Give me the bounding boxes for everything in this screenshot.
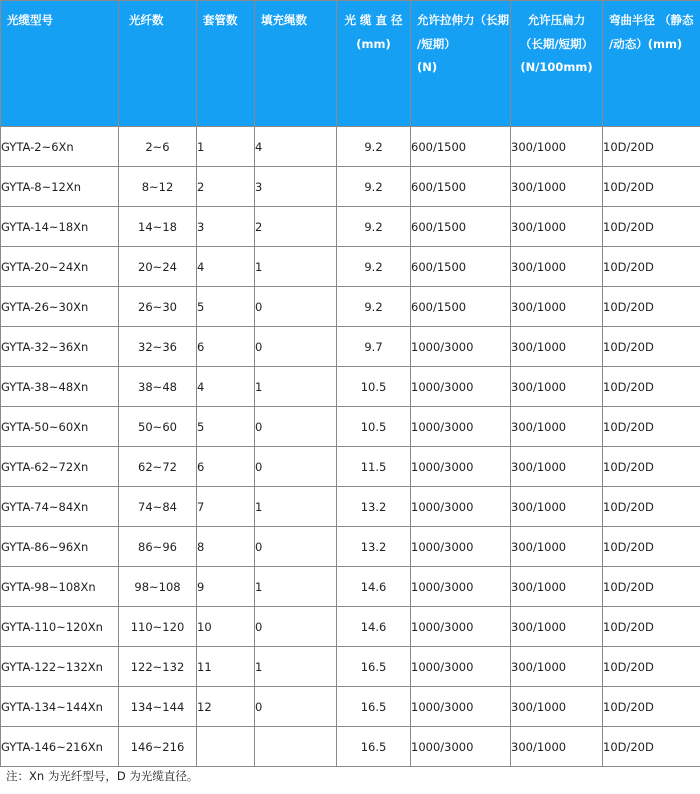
cell-crush: 300/1000 — [511, 447, 603, 487]
cell-fiber-count: 110~120 — [119, 607, 197, 647]
footnote: 注：Xn 为光纤型号，D 为光缆直径。 — [6, 769, 199, 783]
header-line: (N) — [417, 60, 438, 74]
cell-model: GYTA-110~120Xn — [1, 607, 119, 647]
cell-fiber-count: 50~60 — [119, 407, 197, 447]
table-row — [1, 367, 700, 407]
cell-crush: 300/1000 — [511, 247, 603, 287]
cell-bend-radius: 10D/20D — [603, 647, 700, 687]
cell-tube-count: 1 — [197, 127, 255, 167]
cell-bend-radius: 10D/20D — [603, 247, 700, 287]
cell-tube-count: 6 — [197, 447, 255, 487]
header-row — [1, 1, 700, 127]
cell-diameter: 13.2 — [337, 487, 411, 527]
cell-filler-count: 0 — [255, 527, 337, 567]
cell-bend-radius: 10D/20D — [603, 167, 700, 207]
cell-bend-radius: 10D/20D — [603, 327, 700, 367]
cell-tube-count: 12 — [197, 687, 255, 727]
cell-crush: 300/1000 — [511, 287, 603, 327]
cell-bend-radius: 10D/20D — [603, 487, 700, 527]
cell-tensile: 1000/3000 — [411, 727, 511, 767]
cell-fiber-count: 146~216 — [119, 727, 197, 767]
cell-tube-count: 2 — [197, 167, 255, 207]
cell-tube-count: 5 — [197, 407, 255, 447]
cell-crush: 300/1000 — [511, 647, 603, 687]
cell-tube-count: 4 — [197, 247, 255, 287]
cell-filler-count: 1 — [255, 567, 337, 607]
header-filler-count — [255, 1, 337, 127]
cell-bend-radius: 10D/20D — [603, 127, 700, 167]
cell-model: GYTA-146~216Xn — [1, 727, 119, 767]
header-line: 弯曲半径 （静态 — [609, 13, 694, 27]
table-row — [1, 527, 700, 567]
cell-bend-radius: 10D/20D — [603, 567, 700, 607]
table-row — [1, 207, 700, 247]
table-row — [1, 327, 700, 367]
cell-filler-count: 0 — [255, 687, 337, 727]
cell-tensile: 1000/3000 — [411, 527, 511, 567]
header-diameter — [337, 1, 411, 127]
header-crush — [511, 1, 603, 127]
header-line: 光缆型号 — [7, 13, 53, 27]
cell-fiber-count: 86~96 — [119, 527, 197, 567]
header-bend-radius — [603, 1, 700, 127]
cell-bend-radius: 10D/20D — [603, 727, 700, 767]
cell-tensile: 1000/3000 — [411, 407, 511, 447]
cell-filler-count: 2 — [255, 207, 337, 247]
cell-bend-radius: 10D/20D — [603, 607, 700, 647]
cell-tube-count: 11 — [197, 647, 255, 687]
cell-tube-count: 4 — [197, 367, 255, 407]
cell-diameter: 16.5 — [337, 687, 411, 727]
table-row — [1, 167, 700, 207]
table-row — [1, 407, 700, 447]
header-line: 填充绳数 — [261, 13, 307, 27]
cell-tube-count: 7 — [197, 487, 255, 527]
cell-filler-count: 0 — [255, 447, 337, 487]
cell-crush: 300/1000 — [511, 567, 603, 607]
cell-model: GYTA-2~6Xn — [1, 127, 119, 167]
cell-tube-count: 5 — [197, 287, 255, 327]
cell-tensile: 600/1500 — [411, 167, 511, 207]
cell-tensile: 1000/3000 — [411, 647, 511, 687]
cell-fiber-count: 20~24 — [119, 247, 197, 287]
cell-filler-count: 1 — [255, 367, 337, 407]
cell-fiber-count: 14~18 — [119, 207, 197, 247]
header-line: /动态）(mm) — [609, 36, 683, 51]
cell-diameter: 10.5 — [337, 367, 411, 407]
cell-tube-count: 9 — [197, 567, 255, 607]
cell-fiber-count: 8~12 — [119, 167, 197, 207]
cell-tube-count — [197, 727, 255, 767]
cell-crush: 300/1000 — [511, 127, 603, 167]
header-fiber-count — [119, 1, 197, 127]
table-row — [1, 287, 700, 327]
cell-crush: 300/1000 — [511, 367, 603, 407]
cell-diameter: 9.2 — [337, 127, 411, 167]
cell-diameter: 9.2 — [337, 247, 411, 287]
cell-crush: 300/1000 — [511, 167, 603, 207]
cell-model: GYTA-14~18Xn — [1, 207, 119, 247]
cell-diameter: 9.2 — [337, 167, 411, 207]
cell-tensile: 1000/3000 — [411, 687, 511, 727]
cell-model: GYTA-86~96Xn — [1, 527, 119, 567]
header-line: （长期/短期） — [519, 36, 594, 51]
table-row — [1, 567, 700, 607]
cell-tensile: 1000/3000 — [411, 487, 511, 527]
cell-bend-radius: 10D/20D — [603, 287, 700, 327]
cell-model: GYTA-134~144Xn — [1, 687, 119, 727]
cell-tensile: 1000/3000 — [411, 367, 511, 407]
cell-model: GYTA-8~12Xn — [1, 167, 119, 207]
cell-crush: 300/1000 — [511, 727, 603, 767]
cell-filler-count: 0 — [255, 407, 337, 447]
cell-model: GYTA-38~48Xn — [1, 367, 119, 407]
cell-diameter: 9.7 — [337, 327, 411, 367]
header-tensile — [411, 1, 511, 127]
table-row — [1, 687, 700, 727]
header-tube-count — [197, 1, 255, 127]
cell-crush: 300/1000 — [511, 607, 603, 647]
cell-tensile: 600/1500 — [411, 287, 511, 327]
cell-model: GYTA-20~24Xn — [1, 247, 119, 287]
cell-filler-count: 0 — [255, 327, 337, 367]
cell-fiber-count: 26~30 — [119, 287, 197, 327]
cell-model: GYTA-98~108Xn — [1, 567, 119, 607]
cell-model: GYTA-32~36Xn — [1, 327, 119, 367]
cell-fiber-count: 38~48 — [119, 367, 197, 407]
cell-fiber-count: 32~36 — [119, 327, 197, 367]
cell-filler-count: 0 — [255, 607, 337, 647]
cell-tensile: 1000/3000 — [411, 607, 511, 647]
cell-tube-count: 8 — [197, 527, 255, 567]
header-line: (N/100mm) — [520, 60, 593, 74]
cell-bend-radius: 10D/20D — [603, 447, 700, 487]
table-row — [1, 447, 700, 487]
cell-crush: 300/1000 — [511, 327, 603, 367]
cell-fiber-count: 122~132 — [119, 647, 197, 687]
cell-crush: 300/1000 — [511, 407, 603, 447]
table-row — [1, 487, 700, 527]
cell-tube-count: 10 — [197, 607, 255, 647]
table-row — [1, 247, 700, 287]
cell-filler-count — [255, 727, 337, 767]
header-model — [1, 1, 119, 127]
cell-tensile: 600/1500 — [411, 207, 511, 247]
cell-diameter: 9.2 — [337, 287, 411, 327]
cell-tensile: 600/1500 — [411, 247, 511, 287]
cell-tensile: 600/1500 — [411, 127, 511, 167]
cell-diameter: 10.5 — [337, 407, 411, 447]
cell-diameter: 14.6 — [337, 607, 411, 647]
cell-diameter: 11.5 — [337, 447, 411, 487]
cell-tube-count: 3 — [197, 207, 255, 247]
header-line: 套管数 — [203, 13, 238, 27]
cell-bend-radius: 10D/20D — [603, 407, 700, 447]
table-row — [1, 727, 700, 767]
cell-filler-count: 3 — [255, 167, 337, 207]
cell-bend-radius: 10D/20D — [603, 687, 700, 727]
cell-diameter: 14.6 — [337, 567, 411, 607]
cell-tensile: 1000/3000 — [411, 447, 511, 487]
cell-diameter: 16.5 — [337, 647, 411, 687]
cell-fiber-count: 98~108 — [119, 567, 197, 607]
cell-diameter: 9.2 — [337, 207, 411, 247]
cell-tube-count: 6 — [197, 327, 255, 367]
cell-model: GYTA-122~132Xn — [1, 647, 119, 687]
cell-filler-count: 4 — [255, 127, 337, 167]
table-row — [1, 127, 700, 167]
cell-fiber-count: 134~144 — [119, 687, 197, 727]
cell-fiber-count: 2~6 — [119, 127, 197, 167]
cell-crush: 300/1000 — [511, 527, 603, 567]
cell-filler-count: 1 — [255, 487, 337, 527]
cell-fiber-count: 74~84 — [119, 487, 197, 527]
table-body — [1, 127, 700, 767]
cell-model: GYTA-26~30Xn — [1, 287, 119, 327]
cell-bend-radius: 10D/20D — [603, 367, 700, 407]
table-row — [1, 607, 700, 647]
cell-crush: 300/1000 — [511, 687, 603, 727]
cell-crush: 300/1000 — [511, 207, 603, 247]
cell-tensile: 1000/3000 — [411, 567, 511, 607]
header-line: 光纤数 — [129, 13, 164, 27]
cell-bend-radius: 10D/20D — [603, 527, 700, 567]
cell-model: GYTA-50~60Xn — [1, 407, 119, 447]
cell-fiber-count: 62~72 — [119, 447, 197, 487]
header-line: 允许压扁力 — [527, 13, 586, 27]
cell-diameter: 16.5 — [337, 727, 411, 767]
cell-model: GYTA-62~72Xn — [1, 447, 119, 487]
header-line: (mm) — [356, 36, 391, 51]
header-line: /短期） — [417, 36, 456, 51]
cell-filler-count: 1 — [255, 647, 337, 687]
cell-filler-count: 0 — [255, 287, 337, 327]
cell-bend-radius: 10D/20D — [603, 207, 700, 247]
table-row — [1, 647, 700, 687]
header-line: 允许拉伸力（长期 — [417, 13, 509, 27]
cell-crush: 300/1000 — [511, 487, 603, 527]
cell-filler-count: 1 — [255, 247, 337, 287]
header-line: 光 缆 直 径 — [344, 13, 403, 27]
cell-diameter: 13.2 — [337, 527, 411, 567]
cell-model: GYTA-74~84Xn — [1, 487, 119, 527]
cell-tensile: 1000/3000 — [411, 327, 511, 367]
